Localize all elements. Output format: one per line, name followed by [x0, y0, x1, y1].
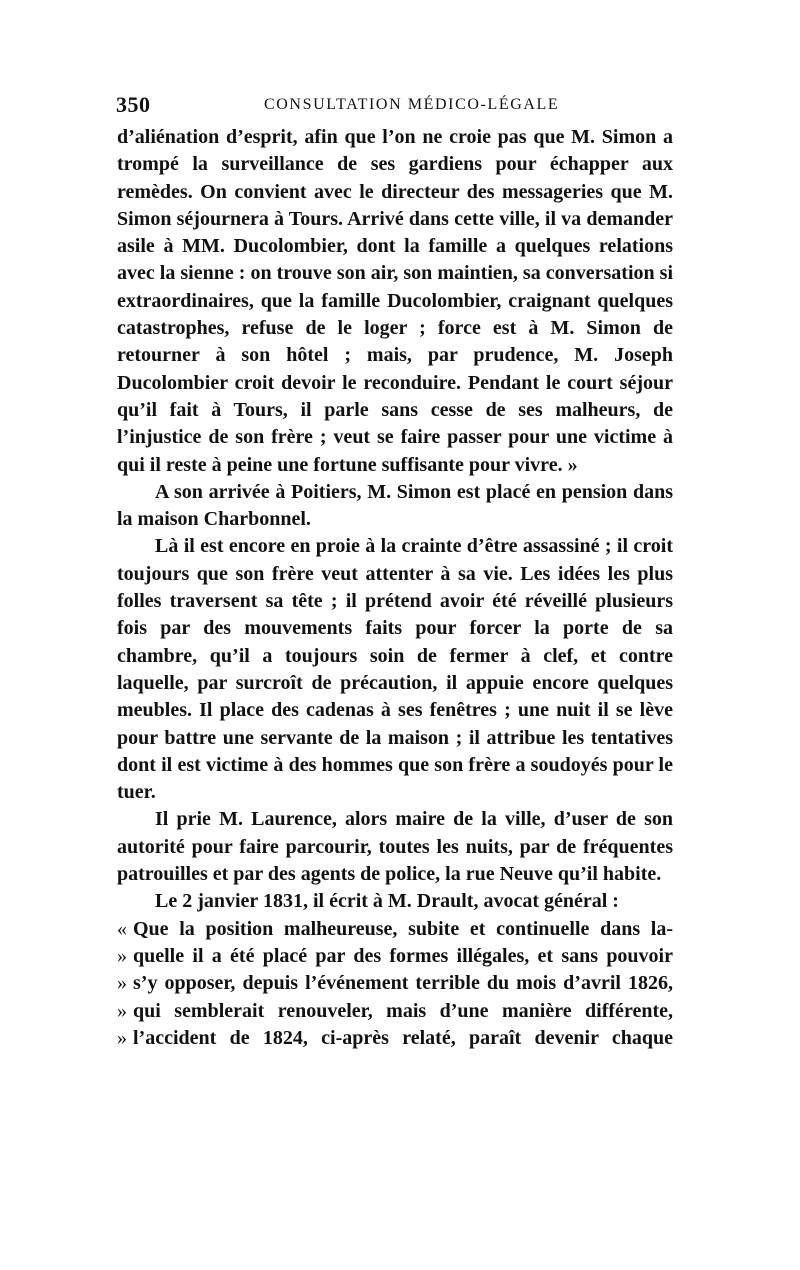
- quote-line: [117, 998, 673, 1025]
- paragraph-fear-assassination: Là il est encore en proie à la crainte d’être assassiné ; il croit toujours que son frère veut attenter à sa vie. Les idées les plus folles traversent sa tête ; il prétend avoir été réveillé plusieurs fois par des mouvements faits pour forcer la porte de sa chambre, qu’il a toujours soin de fermer à clef, et contre laquelle, par surcroît de précaution, il appuie encore quelques meubles. Il place des cadenas à ses fenêtres ; une nuit il se lève pour battre une servante de la maison ; il attribue les tentatives dont il est victime à des hommes que son frère a soudoyés pour le tuer.: [117, 535, 673, 804]
- paragraph-arrival-poitiers: A son arrivée à Poitiers, M. Simon est placé en pension dans la maison Charbonnel.: [117, 480, 673, 531]
- body-text: [117, 124, 673, 1052]
- opening-quote-mark: «: [117, 917, 127, 940]
- quote-line: [117, 1025, 673, 1052]
- quote-line-text: qui semblerait renouveler, mais d’une manière différente,: [133, 999, 673, 1022]
- paragraph-continuation: d’aliénation d’esprit, afin que l’on ne croie pas que M. Simon a trompé la surveillance de ses gardiens pour échapper aux remèdes. On convient avec le directeur des messageries que M. Simon séjournera à Tours. Arrivé dans cette ville, il va demander asile à MM. Ducolombier, dont la famille a quelques relations avec la sienne : on trouve son air, son maintien, sa conversation si extraordinaires, que la famille Ducolombier, craignant quelques catastrophes, refuse de le loger ; force est à M. Simon de retourner à son hôtel ; mais, par prudence, M. Joseph Ducolombier croit devoir le reconduire. Pendant le court séjour qu’il fait à Tours, il parle sans cesse de ses malheurs, de l’injustice de son frère ; veut se faire passer pour une victime à qui il reste à peine une fortune suffisante pour vivre. »: [117, 126, 673, 476]
- page-number: 350: [116, 92, 151, 117]
- paragraph-letter-intro: Le 2 janvier 1831, il écrit à M. Drault, avocat général :: [155, 890, 619, 913]
- page-header: [116, 92, 688, 118]
- quote-line: [117, 916, 673, 943]
- quote-line-text: s’y opposer, depuis l’événement terrible du mois d’avril 1826,: [133, 972, 673, 995]
- quote-line: [117, 970, 673, 997]
- quote-line-text: l’accident de 1824, ci-après relaté, paraît devenir chaque: [133, 1026, 673, 1049]
- paragraph-mayor-request: Il prie M. Laurence, alors maire de la ville, d’user de son autorité pour faire parcourir, toutes les nuits, par de fréquentes patrouilles et par des agents de police, la rue Neuve qu’il habite.: [117, 808, 673, 886]
- continuation-quote-mark: »: [117, 944, 127, 967]
- quoted-letter: [117, 916, 673, 1052]
- continuation-quote-mark: »: [117, 972, 127, 995]
- continuation-quote-mark: »: [117, 1026, 127, 1049]
- quote-line-text: Que la position malheureuse, subite et continuelle dans la-: [133, 917, 673, 940]
- quote-line: [117, 943, 673, 970]
- quote-line-text: quelle il a été placé par des formes illégales, et sans pouvoir: [133, 944, 673, 967]
- continuation-quote-mark: »: [117, 999, 127, 1022]
- running-title: CONSULTATION MÉDICO-LÉGALE: [264, 96, 560, 113]
